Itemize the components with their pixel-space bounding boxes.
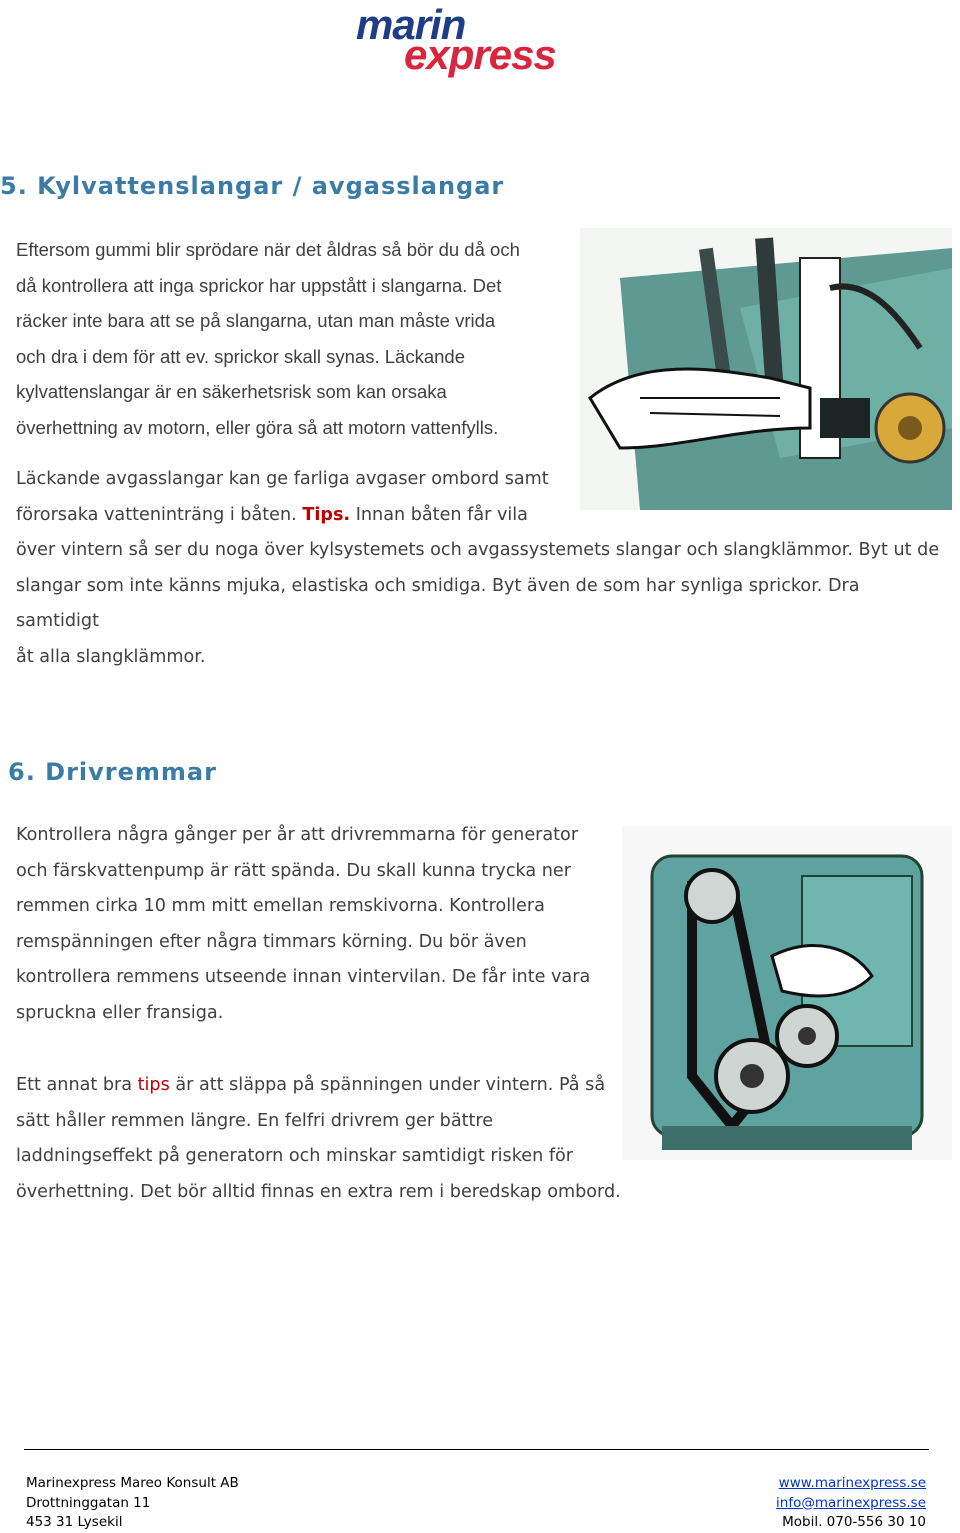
text-line: remspänningen efter några timmars körning. Du bör även <box>16 931 527 952</box>
text-line: spruckna eller fransiga. <box>16 1002 224 1023</box>
text-line: räcker inte bara att se på slangarna, utan man måste vrida <box>16 310 496 332</box>
text-line: sätt håller remmen längre. En felfri drivrem ger bättre <box>16 1110 494 1131</box>
section-6-paragraph-2 <box>16 1068 621 1210</box>
section-6-paragraph-1 <box>16 818 590 1032</box>
section-5-paragraph-1 <box>16 232 520 446</box>
footer-email-link[interactable]: info@marinexpress.se <box>776 1494 926 1511</box>
footer-contact <box>776 1474 926 1533</box>
logo-text-marin: marin <box>356 1 466 48</box>
section-6-heading: 6. Drivremmar <box>8 758 217 786</box>
text-line: Eftersom gummi blir sprödare när det åldras så bör du då och <box>16 239 520 260</box>
text-line: åt alla slangklämmor. <box>16 646 206 667</box>
marinexpress-logo <box>352 1 600 78</box>
text-line: laddningseffekt på generatorn och minskar samtidigt risken för <box>16 1146 574 1167</box>
text-line <box>16 1068 621 1104</box>
text-segment: Ett annat bra <box>16 1075 133 1095</box>
text-line: Kontrollera några gånger per år att drivremmarna för generator <box>16 825 579 845</box>
footer-city: 453 31 Lysekil <box>26 1514 123 1530</box>
text-line: överhettning av motorn, eller göra så att motorn vattenfylls. <box>16 416 499 438</box>
text-line: kylvattenslangar är en säkerhetsrisk som kan orsaka <box>16 381 447 403</box>
text-line: och dra i dem för att ev. sprickor skall synas. Läckande <box>16 345 465 367</box>
text-line: överhettning. Det bör alltid finnas en extra rem i beredskap ombord. <box>16 1181 621 1202</box>
section-5-heading: 5. Kylvattenslangar / avgasslangar <box>0 172 505 200</box>
engine-drive-belt-illustration <box>622 826 952 1160</box>
text-line: Läckande avgasslangar kan ge farliga avgaser ombord samt <box>16 469 549 489</box>
logo-text-express: express <box>404 31 556 78</box>
footer-website-link[interactable]: www.marinexpress.se <box>778 1475 926 1491</box>
footer-company: Marinexpress Mareo Konsult AB <box>26 1475 239 1491</box>
text-line: och färskvattenpump är rätt spända. Du skall kunna trycka ner <box>16 860 571 881</box>
text-line: över vintern så ser du noga över kylsystemets och avgassystemets slangar och slangklämmor. Byt ut de <box>16 540 940 561</box>
hose-inspection-illustration <box>580 228 952 510</box>
text-line: då kontrollera att inga sprickor har uppstått i slangarna. Det <box>16 274 502 296</box>
tips-highlight: Tips. <box>302 504 351 525</box>
text-segment: förorsaka vatteninträng i båten. <box>16 504 297 525</box>
footer-street: Drottninggatan 11 <box>26 1494 151 1511</box>
text-segment: är att släppa på spänningen under vintern. På så <box>175 1075 606 1095</box>
footer-divider <box>24 1449 929 1450</box>
tips-highlight: tips <box>137 1075 170 1095</box>
text-segment: Innan båten får vila <box>355 504 528 525</box>
footer-mobile: Mobil. 070-556 30 10 <box>782 1514 926 1530</box>
text-line: slangar som inte känns mjuka, elastiska och smidiga. Byt även de som har synliga sprickor. Dra samtidigt <box>16 575 860 632</box>
text-line: remmen cirka 10 mm mitt emellan remskivorna. Kontrollera <box>16 896 545 917</box>
footer-address <box>26 1474 239 1533</box>
text-line: kontrollera remmens utseende innan vintervilan. De får inte vara <box>16 967 591 988</box>
